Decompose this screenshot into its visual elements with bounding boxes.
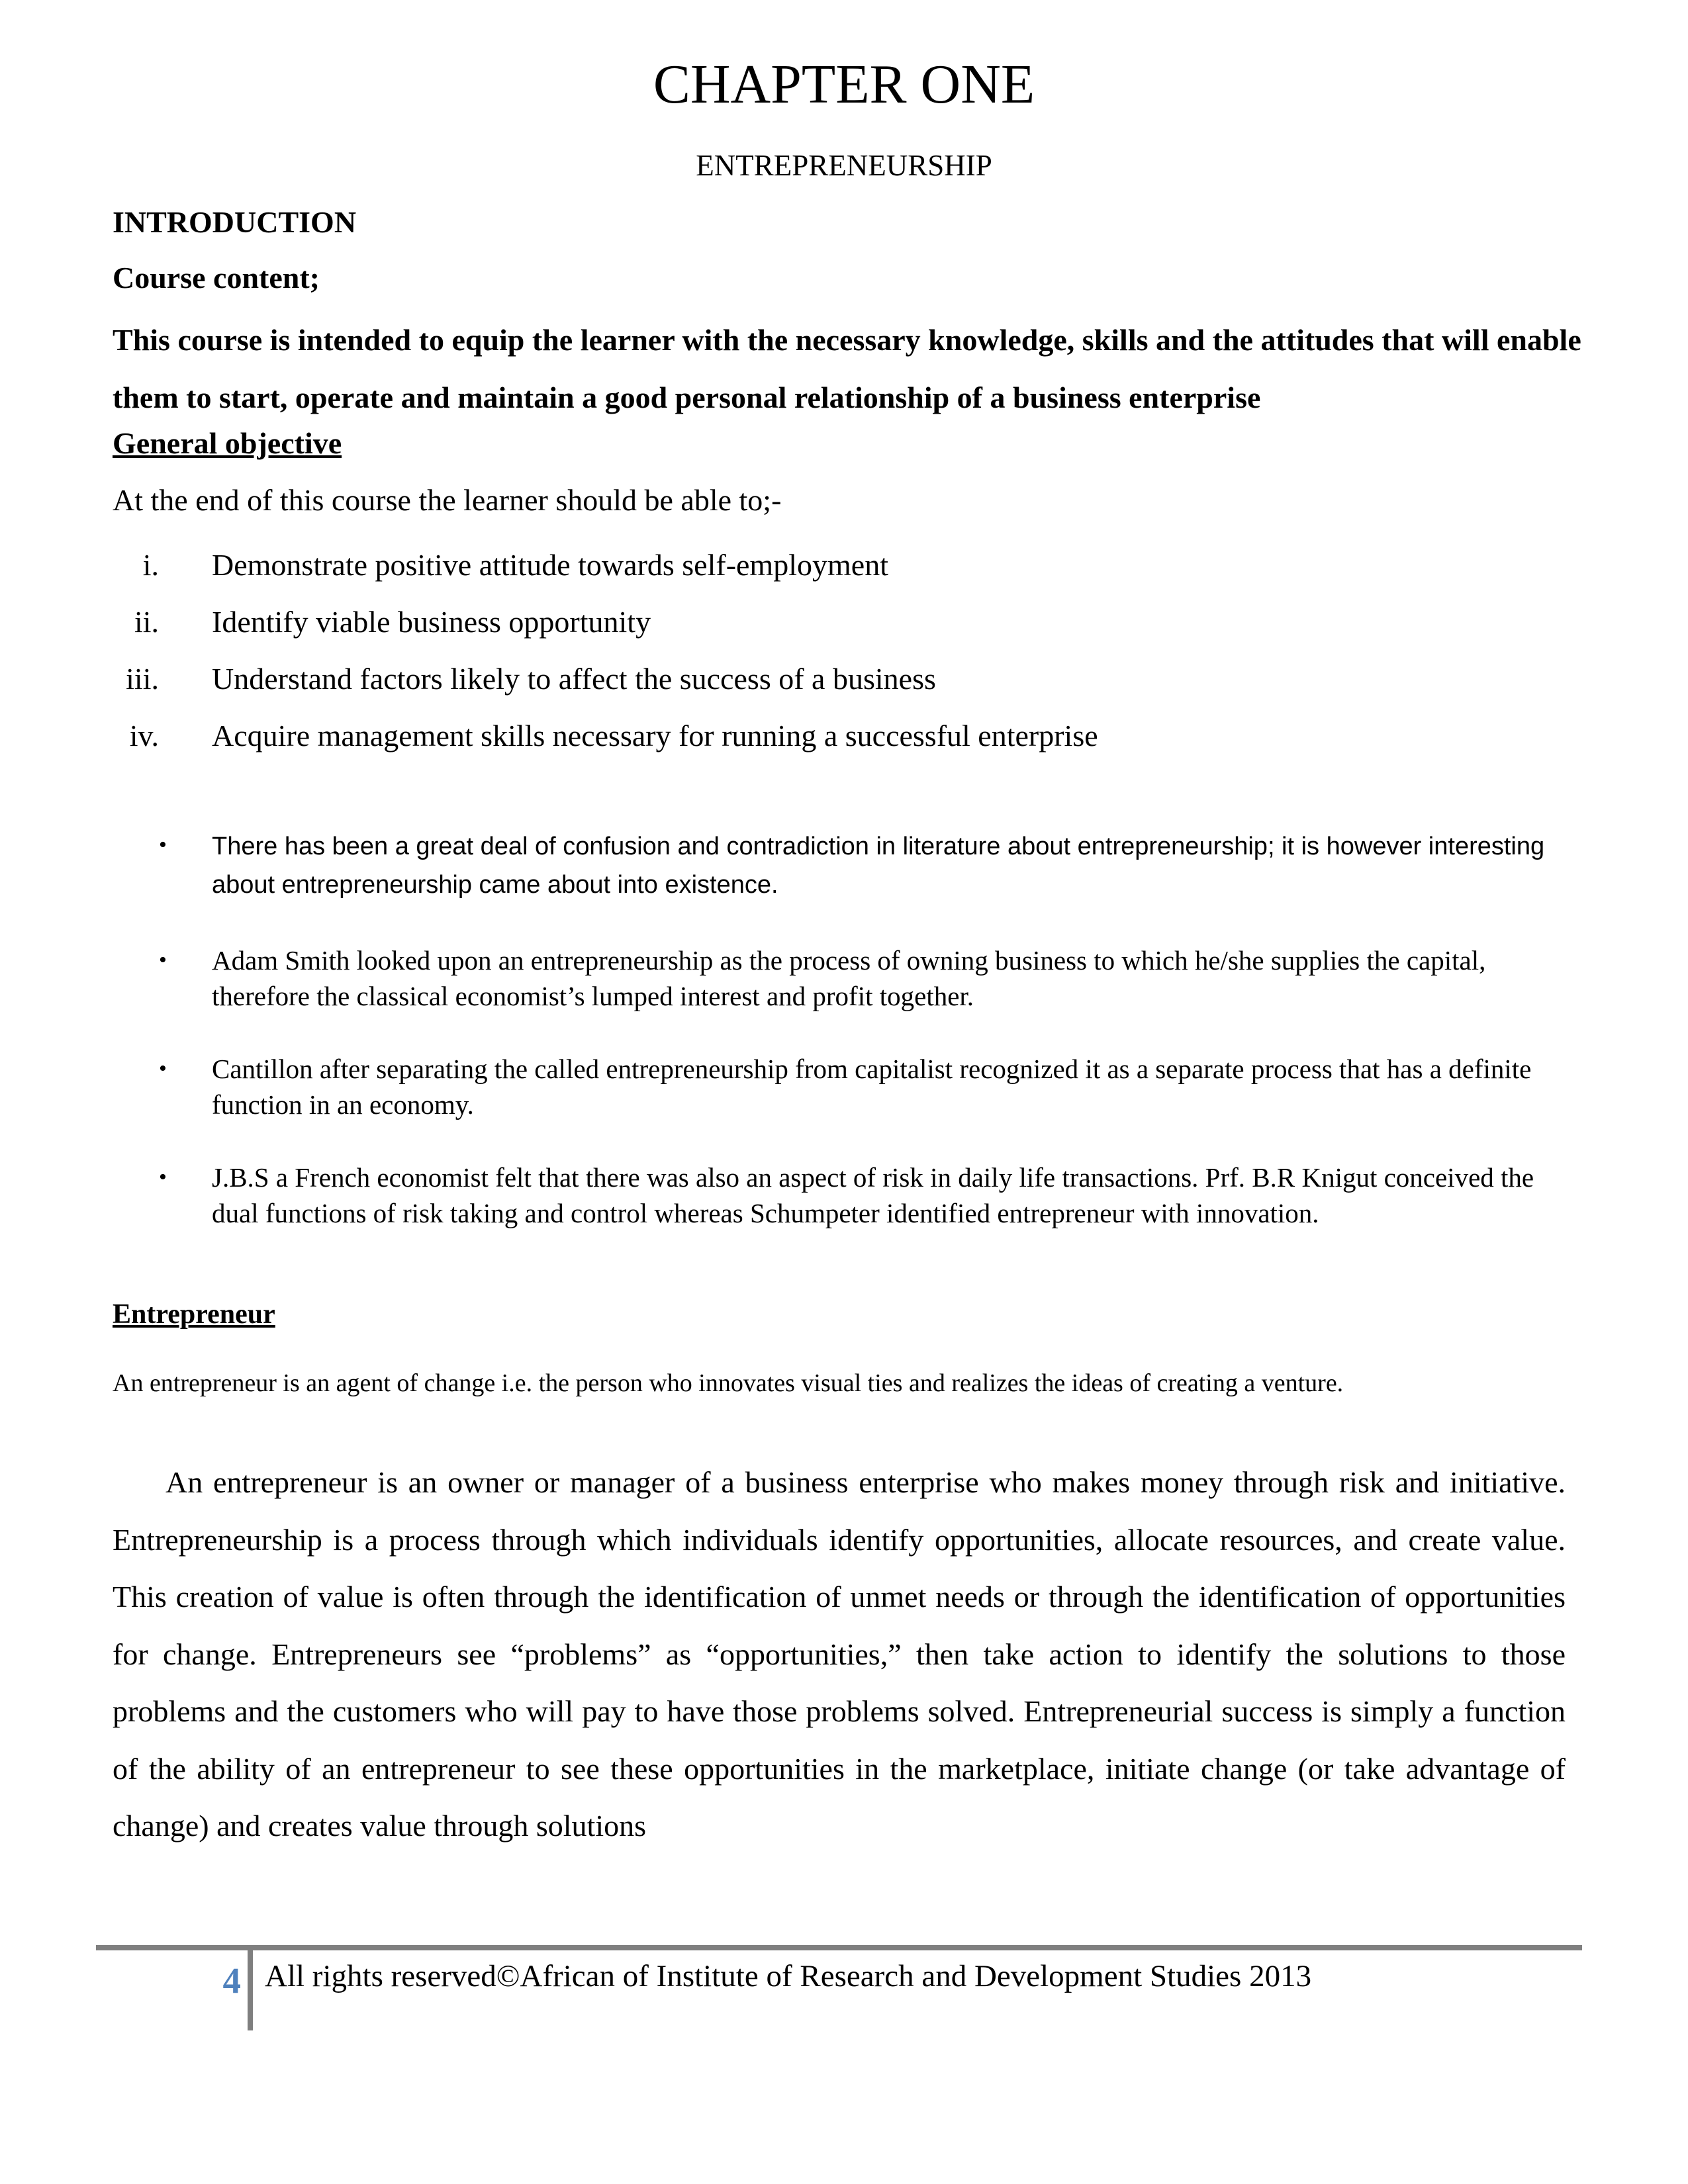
list-item (113, 717, 1569, 774)
bullet-item (113, 942, 1549, 1014)
page-number: 4 (222, 1960, 241, 2001)
bullet-icon: • (159, 948, 167, 972)
entrepreneur-paragraph: An entrepreneur is an owner or manager of a business enterprise who makes money through risk and initiative. Entrepreneurship is a process through which individuals identify opportunities, allocate resources, and create value. This creation of value is often through the identification of unmet needs or through the identification of opportunities for change. Entrepreneurs see “problems” as “opportunities,” then take action to identify the solutions to those problems and the customers who will pay to have those problems solved. Entrepreneurial success is simply a function of the ability of an entrepreneur to see these opportunities in the marketplace, initiate change (or take advantage of change) and creates value through solutions (113, 1465, 1566, 1843)
footer-divider (248, 1949, 253, 2030)
objective-lead: At the end of this course the learner should be able to;- (113, 483, 782, 517)
footer-copyright: All rights reserved©African of Institute of Research and Development Studies 2013 (265, 1959, 1312, 1993)
bullet-text: Adam Smith looked upon an entrepreneurship as the process of owning business to which he/she supplies the capital, therefore the classical economist’s lumped interest and profit together. (212, 945, 1486, 1011)
list-item-number: iv. (129, 719, 159, 752)
footer-rule (96, 1945, 1582, 1950)
bullet-item (113, 827, 1549, 904)
list-item-text: Understand factors likely to affect the success of a business (212, 662, 936, 696)
objectives-list (113, 547, 1569, 774)
bullet-icon: • (159, 1056, 167, 1081)
list-item-number: iii. (126, 662, 159, 696)
entrepreneur-definition: An entrepreneur is an agent of change i.e. the person who innovates visual ties and realizes the ideas of creating a venture. (113, 1369, 1344, 1397)
list-item (113, 660, 1569, 717)
general-objective-heading: General objective (113, 426, 342, 460)
list-item (113, 604, 1569, 660)
introduction-heading: INTRODUCTION (113, 205, 357, 239)
bullet-item (113, 1051, 1549, 1122)
bullet-text: Cantillon after separating the called entrepreneurship from capitalist recognized it as a separate process that has a definite function in an economy. (212, 1054, 1532, 1120)
list-item-text: Acquire management skills necessary for running a successful enterprise (212, 719, 1098, 752)
bullet-text: There has been a great deal of confusion and contradiction in literature about entrepreneurship; it is however interesting about entrepreneurship came about into existence. (212, 833, 1545, 899)
entrepreneur-heading: Entrepreneur (113, 1299, 275, 1330)
bullet-icon: • (159, 1165, 167, 1189)
chapter-subtitle: ENTREPRENEURSHIP (696, 149, 992, 182)
bullet-text: J.B.S a French economist felt that there was also an aspect of risk in daily life transactions. Prf. B.R Knigut conceived the dual functions of risk taking and control whereas Schumpeter identified entrepreneur with innovation. (212, 1162, 1534, 1228)
course-content-label: Course content; (113, 261, 320, 295)
bullet-item (113, 1160, 1549, 1231)
list-item-text: Demonstrate positive attitude towards self-employment (212, 548, 888, 582)
bullet-icon: • (159, 833, 167, 857)
chapter-title: CHAPTER ONE (653, 54, 1035, 115)
course-description: This course is intended to equip the learner with the necessary knowledge, skills and the attitudes that will enable them to start, operate and maintain a good personal relationship of a business enterprise (113, 323, 1581, 414)
list-item-number: i. (142, 548, 159, 582)
list-item-number: ii. (134, 605, 159, 639)
list-item-text: Identify viable business opportunity (212, 605, 651, 639)
list-item (113, 547, 1569, 604)
